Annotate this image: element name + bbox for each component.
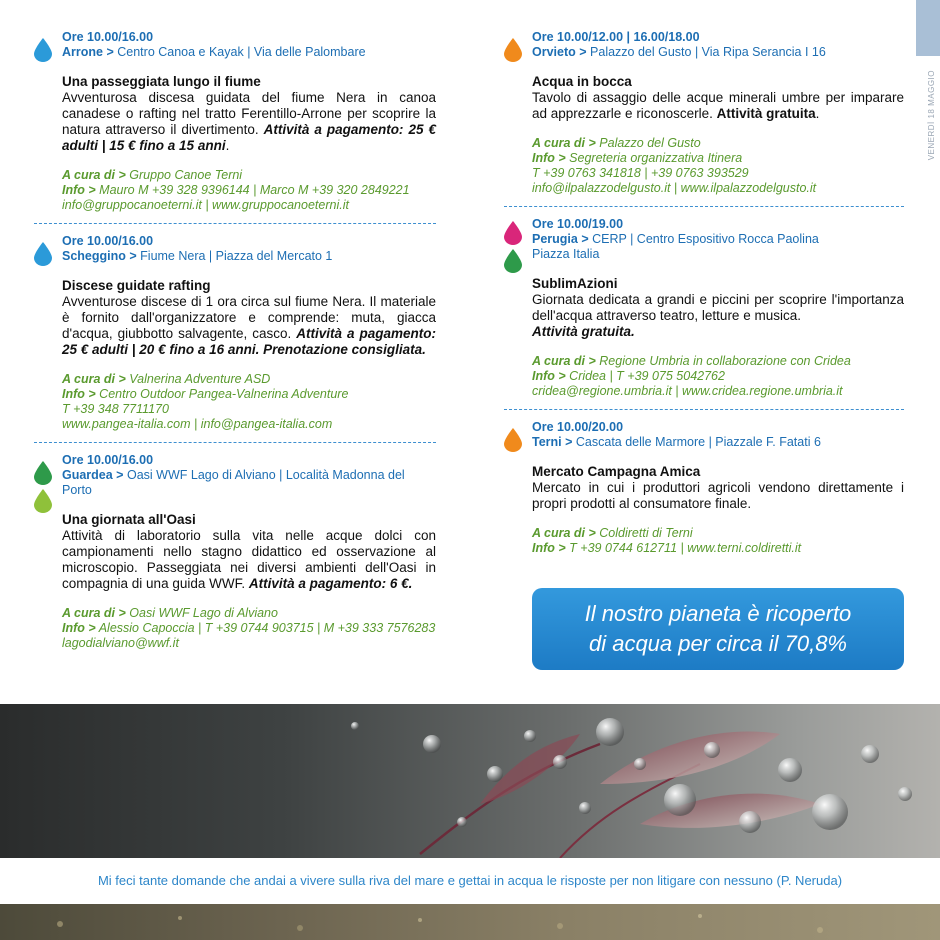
event-description: Avventurose discese di 1 ora circa sul fiume Nera. Il materiale è fornito dall'organizzatore e comprende: muta, giacca d'acqua, giubbotto salvagente, casco. Attività a pagamento: 25 € adulti | 20 € fino a 16 anni. Prenotazione consigliata. xyxy=(62,294,436,357)
event-contacts: A cura di > Regione Umbria in collaborazione con Cridea Info > Cridea | T +39 075 5042762 cridea@regione.umbria.it | www.cridea.regione.umbria.it xyxy=(532,354,904,399)
event-title: SublimAzioni xyxy=(532,276,618,291)
event-title: Acqua in bocca xyxy=(532,74,632,89)
event-place: Guardea > Oasi WWF Lago di Alviano | Località Madonna del Porto xyxy=(62,468,405,497)
event-title: Una giornata all'Oasi xyxy=(62,512,196,527)
event-description: Mercato in cui i produttori agricoli vendono direttamente i propri prodotti al consumatore finale. xyxy=(532,480,904,511)
fact-callout xyxy=(532,588,904,670)
water-drop-icon xyxy=(504,249,522,273)
separator xyxy=(504,409,904,410)
event-links[interactable]: cridea@regione.umbria.it | www.cridea.regione.umbria.it xyxy=(532,384,843,398)
event-place-2: Piazza Italia xyxy=(532,247,600,261)
event-links[interactable]: info@gruppocanoeterni.it | www.gruppocanoeterni.it xyxy=(62,198,349,212)
event-links[interactable]: Info > T +39 0744 612711 | www.terni.coldiretti.it xyxy=(532,541,802,555)
event-links[interactable]: www.pangea-italia.com | info@pangea-italia.com xyxy=(62,417,333,431)
event-place: Orvieto > Palazzo del Gusto | Via Ripa Serancia I 16 xyxy=(532,45,826,59)
water-drop-icon xyxy=(504,221,522,245)
event-title: Discese guidate rafting xyxy=(62,278,211,293)
water-drop-icon xyxy=(504,428,522,452)
moss-texture xyxy=(0,904,940,940)
callout-line-2: di acqua per circa il 70,8% xyxy=(588,631,847,656)
photo-illustration xyxy=(0,704,940,858)
event-time: Ore 10.00/19.00 xyxy=(532,217,624,231)
event-terni xyxy=(498,420,904,556)
event-description: Attività di laboratorio sulla vita nelle acque dolci con campionamenti nello stagno didattico ed osservazione al microscopio. Passeggiata nei diversi ambienti dell'Oasi in compagnia di una guida WWF. Attività a pagamento: 6 €. xyxy=(62,528,436,591)
side-tab xyxy=(916,0,940,56)
event-contacts: A cura di > Gruppo Canoe Terni Info > Mauro M +39 328 9396144 | Marco M +39 320 2849221 info@gruppocanoeterni.it | www.gruppocanoeterni.it xyxy=(62,168,436,213)
event-contacts: A cura di > Oasi WWF Lago di Alviano Info > Alessio Capoccia | T +39 0744 903715 | M +39 333 7576283 lagodialviano@wwf.it xyxy=(62,606,436,650)
event-orvieto xyxy=(498,30,904,196)
neruda-quote: Mi feci tante domande che andai a vivere sulla riva del mare e gettai in acqua le risposte per non litigare con nessuno (P. Neruda) xyxy=(0,858,940,904)
event-links[interactable]: info@ilpalazzodelgusto.it | www.ilpalazzodelgusto.it xyxy=(532,181,817,195)
event-time: Ore 10.00/16.00 xyxy=(62,453,154,467)
event-title: Una passeggiata lungo il fiume xyxy=(62,74,261,89)
event-description: Avventurosa discesa guidata del fiume Nera in canoa canadese o rafting nel tratto Ferentillo-Arrone per scoprire la natura attraverso il divertimento. Attività a pagamento: 25 € adulti | 15 € fino a 15 anni. xyxy=(62,90,436,153)
event-time: Ore 10.00/12.00 | 16.00/18.00 xyxy=(532,30,700,44)
separator xyxy=(504,206,904,207)
event-place: Arrone > Centro Canoa e Kayak | Via delle Palombare xyxy=(62,45,366,59)
water-drop-icon xyxy=(34,489,52,513)
water-drop-icon xyxy=(504,38,522,62)
event-place: Scheggino > Fiume Nera | Piazza del Mercato 1 xyxy=(62,249,333,263)
event-contacts: A cura di > Palazzo del Gusto Info > Segreteria organizzativa Itinera T +39 0763 341818 | +39 0763 393529 info@ilpalazzodelgusto.it | www.ilpalazzodelgusto.it xyxy=(532,136,904,196)
callout-line-1: Il nostro pianeta è ricoperto xyxy=(584,601,852,626)
event-place: Perugia > CERP | Centro Espositivo Rocca Paolina xyxy=(532,232,819,246)
event-time: Ore 10.00/16.00 xyxy=(62,30,154,44)
dew-drops-photo xyxy=(0,704,940,858)
moss-photo-strip xyxy=(0,904,940,940)
event-contacts: A cura di > Valnerina Adventure ASD Info > Centro Outdoor Pangea-Valnerina Adventure T +39 348 7711170 www.pangea-italia.com | info@pangea-italia.com xyxy=(62,372,436,432)
event-time: Ore 10.00/16.00 xyxy=(62,234,154,248)
event-arrone xyxy=(28,30,436,213)
side-tab-date: VENERDÌ 18 MAGGIO xyxy=(927,70,936,161)
separator xyxy=(34,223,436,224)
event-title: Mercato Campagna Amica xyxy=(532,464,701,479)
right-column xyxy=(498,30,904,556)
left-column xyxy=(28,30,436,651)
event-links[interactable]: lagodialviano@wwf.it xyxy=(62,636,179,650)
event-time: Ore 10.00/20.00 xyxy=(532,420,624,434)
event-guardea xyxy=(28,453,436,651)
event-description: Tavolo di assaggio delle acque minerali umbre per imparare ad apprezzarle e riconoscerle. Attività gratuita. xyxy=(532,90,904,121)
event-description: Giornata dedicata a grandi e piccini per scoprire l'importanza dell'acqua attraverso teatro, letture e musica. Attività gratuita. xyxy=(532,292,904,339)
water-drop-icon xyxy=(34,461,52,485)
water-drop-icon xyxy=(34,242,52,266)
event-perugia xyxy=(498,217,904,399)
separator xyxy=(34,442,436,443)
event-scheggino xyxy=(28,234,436,432)
water-drop-icon xyxy=(34,38,52,62)
event-place: Terni > Cascata delle Marmore | Piazzale F. Fatati 6 xyxy=(532,435,821,449)
event-contacts: A cura di > Coldiretti di Terni Info > T +39 0744 612711 | www.terni.coldiretti.it xyxy=(532,526,904,556)
